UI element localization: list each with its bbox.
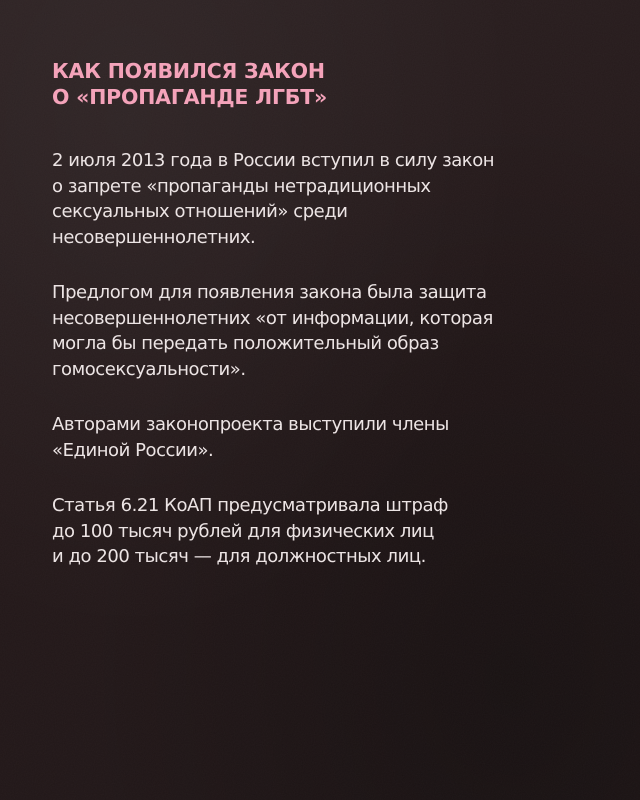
text-line: 2 июля 2013 года в России вступил в силу закон <box>52 150 495 171</box>
text-line: и до 200 тысяч — для должностных лиц. <box>52 546 426 567</box>
text-line: до 100 тысяч рублей для физических лиц <box>52 520 434 542</box>
paragraph-fines <box>52 493 592 570</box>
text-line: «Единой России». <box>52 439 214 461</box>
text-line: сексуальных отношений» среди <box>52 201 348 222</box>
text-line: несовершеннолетних. <box>52 226 256 248</box>
text-line: Авторами законопроекта выступили члены <box>52 414 449 435</box>
text-line: Статья 6.21 КоАП предусматривала штраф <box>52 495 448 516</box>
text-line: Предлогом для появления закона была защита <box>52 282 487 303</box>
page-title <box>52 58 592 110</box>
text-line: о запрете «пропаганды нетрадиционных <box>52 175 431 197</box>
title-line: КАК ПОЯВИЛСЯ ЗАКОН <box>52 59 325 83</box>
text-line: гомосексуальности». <box>52 358 246 380</box>
content <box>52 58 592 600</box>
text-line: могла бы передать положительный образ <box>52 333 439 354</box>
paragraph-law-date <box>52 148 592 250</box>
text-line: несовершеннолетних «от информации, которая <box>52 307 493 329</box>
title-line: О «ПРОПАГАНДЕ ЛГБТ» <box>52 85 328 109</box>
paragraph-authors <box>52 412 592 463</box>
paragraph-pretext <box>52 280 592 382</box>
